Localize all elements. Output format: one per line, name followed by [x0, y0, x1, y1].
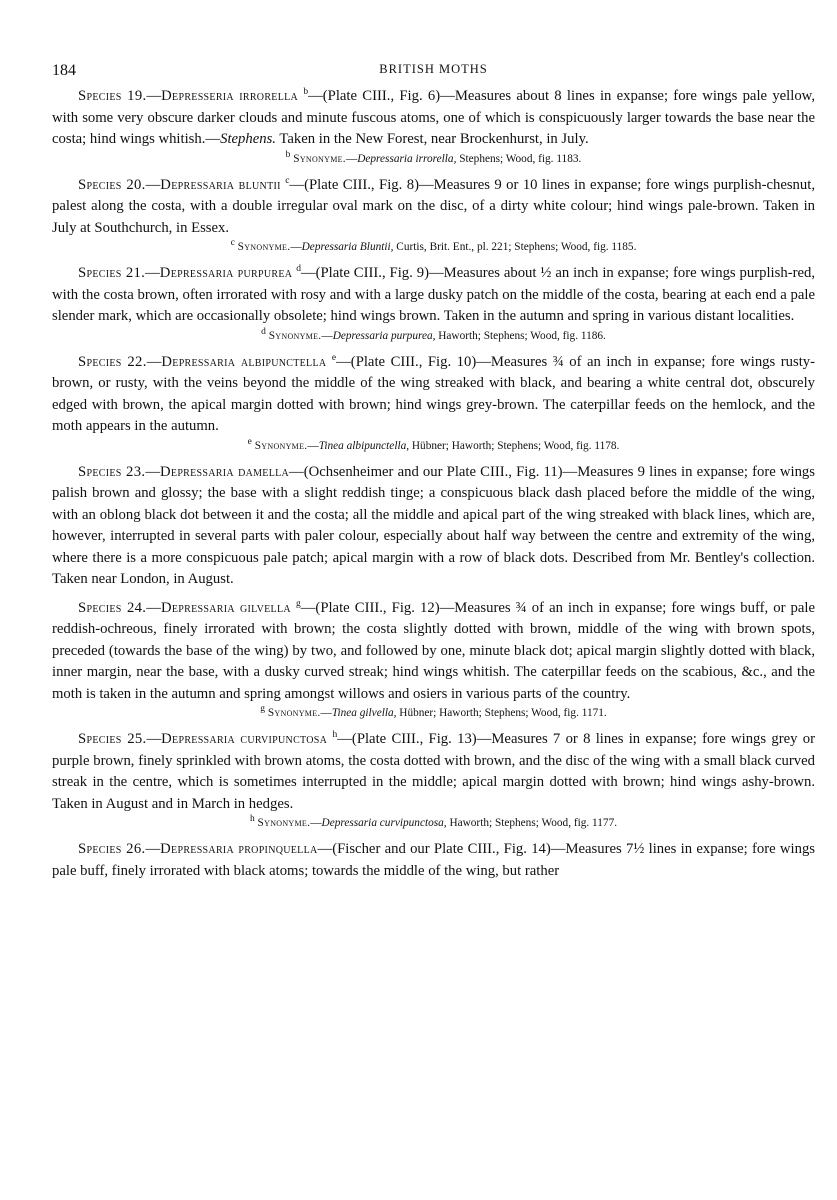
species-epithet: albipunctella	[240, 353, 327, 370]
description-text: —(Plate CIII., Fig. 13)—Measures 7 or 8 lines in expanse; fore wings grey or purple brown, finely sprinkled with brown atoms, the costa dotted with brown, and the disc of the wing with a small black curved streak in the centre, which is sometimes interrupted in the middle; apical margin dotted with brown; hind wings ashy-brown. Taken in August and in March in hedges.	[52, 731, 816, 812]
species-entry	[52, 86, 815, 168]
entry-body	[52, 462, 815, 591]
species-epithet: propinquella	[238, 841, 318, 857]
species-number: Species 25.	[78, 731, 147, 747]
synonym-footnote	[52, 438, 815, 455]
synonym-label: Synonyme.	[268, 329, 322, 342]
synonym-name: Tinea albipunctella,	[318, 439, 410, 452]
description-text-cont: Taken in the New Forest, near Brockenhurst, in July.	[275, 131, 589, 147]
entry-body	[52, 352, 815, 438]
author-citation: Stephens.	[220, 131, 276, 147]
synonym-label: Synonyme.	[293, 152, 346, 165]
synonym-references: Curtis, Brit. Ent., pl. 221; Stephens; Wood, fig. 1185.	[393, 241, 637, 253]
entry-body	[52, 729, 815, 815]
genus-name: Depressaria	[160, 463, 234, 480]
genus-name: Depresseria	[161, 88, 234, 104]
synonym-references: Haworth; Stephens; Wood, fig. 1186.	[435, 329, 606, 342]
species-entry	[52, 729, 815, 832]
species-entry	[52, 352, 815, 455]
entry-body	[52, 598, 815, 706]
running-title: BRITISH MOTHS	[379, 62, 488, 76]
synonym-name: Depressaria purpurea,	[332, 329, 436, 342]
description-text: —(Plate CIII., Fig. 10)—Measures ¾ of an inch in expanse; fore wings rusty-brown, or rusty, with the veins beyond the middle of the wing streaked with black, and bearing a white central dot, obscurely edged with brown, the apical margin dotted with brown; hind wings grey-brown. The caterpillar feeds on the hemlock, and the moth appears in the autumn.	[52, 353, 816, 434]
species-epithet: damella	[238, 463, 290, 480]
entry-body	[52, 86, 815, 151]
dash: —	[146, 88, 162, 104]
synonym-footnote	[52, 815, 815, 832]
synonym-references: Hübner; Haworth; Stephens; Wood, fig. 1178.	[409, 439, 620, 452]
synonym-references: Hübner; Haworth; Stephens; Wood, fig. 1171.	[396, 707, 607, 719]
synonym-references: Stephens; Wood, fig. 1183.	[456, 152, 582, 165]
description-text: —(Plate CIII., Fig. 8)—Measures 9 or 10 lines in expanse; fore wings purplish-chesnut, palest along the costa, with a double irregular oval mark on the disc, of a dirty white colour; hind wings pale-brown. Taken in July at Southchurch, in Essex.	[52, 176, 815, 236]
species-epithet: bluntii	[238, 176, 281, 193]
genus-name: Depressaria	[161, 731, 236, 747]
footnote-marker: b	[303, 87, 309, 98]
synonym-label: Synonyme.	[237, 241, 291, 253]
dash: —	[146, 731, 162, 747]
footnote-marker: d	[261, 326, 266, 337]
synonym-label: Synonyme.	[257, 817, 311, 829]
synonym-references: Haworth; Stephens; Wood, fig. 1177.	[446, 817, 618, 829]
footnote-marker: b	[285, 149, 291, 160]
footnote-marker: c	[285, 175, 290, 186]
species-epithet: purpurea	[237, 265, 293, 281]
genus-name: Depressaria	[160, 841, 235, 857]
synonym-footnote	[52, 328, 815, 345]
entry-body	[52, 263, 815, 328]
synonym-footnote	[52, 705, 815, 722]
dash: —	[145, 463, 160, 480]
dash: —	[145, 841, 161, 857]
page-header	[52, 62, 815, 86]
species-entry	[52, 462, 815, 591]
species-number: Species 19.	[78, 88, 147, 104]
description-text: —(Plate CIII., Fig. 6)—Measures about 8 lines in expanse; fore wings pale yellow, with some very obscure darker clouds and minute fuscous atoms, one of which is conspicuously larger towards the base near the costa; hind wings whitish.—	[52, 88, 816, 147]
footnote-marker: e	[331, 352, 337, 363]
dash: —	[290, 241, 302, 253]
dash: —	[345, 152, 358, 165]
species-number: Species 20.	[78, 176, 146, 193]
footnote-marker: h	[332, 730, 338, 741]
footnote-marker: g	[295, 598, 301, 609]
footnote-marker: e	[247, 436, 252, 447]
synonym-label: Synonyme.	[254, 439, 308, 452]
genus-name: Depressaria	[159, 265, 234, 281]
species-entries	[52, 86, 815, 882]
genus-name: Depressaria	[160, 176, 235, 193]
description-text: —(Fischer and our Plate CIII., Fig. 14)—Measures 7½ lines in expanse; fore wings pale buff, finely irrorated with black atoms; towards the middle of the wing, but rather	[52, 841, 816, 879]
species-epithet: gilvella	[239, 599, 291, 616]
genus-name: Depressaria	[160, 599, 235, 616]
species-entry	[52, 263, 815, 345]
dash: —	[321, 329, 333, 342]
dash: —	[310, 817, 322, 829]
page-number: 184	[52, 62, 76, 79]
entry-body	[52, 839, 815, 882]
footnote-marker: h	[249, 814, 255, 825]
synonym-footnote	[52, 239, 815, 256]
species-epithet: irrorella	[239, 88, 299, 104]
species-number: Species 24.	[78, 599, 147, 616]
description-text: —(Plate CIII., Fig. 9)—Measures about ½ an inch in expanse; fore wings purplish-red, with the costa brown, often irrorated with rosy and with a large dusky patch on the middle of the costa, bearing at each end a pale slender mark, which are occasionally obsolete; hind wings brown. Taken in the autumn and spring in various distant localities.	[52, 265, 816, 324]
footnote-marker: c	[230, 238, 235, 249]
dash: —	[145, 176, 161, 193]
synonym-name: Depressaria irrorella,	[357, 152, 457, 165]
species-entry	[52, 175, 815, 257]
dash: —	[145, 265, 160, 281]
dash: —	[320, 707, 332, 719]
synonym-name: Tinea gilvella,	[331, 707, 397, 719]
dash: —	[146, 353, 162, 370]
dash: —	[146, 599, 161, 616]
species-number: Species 22.	[78, 353, 147, 370]
species-entry	[52, 839, 815, 882]
synonym-label: Synonyme.	[267, 707, 321, 719]
dash: —	[307, 439, 319, 452]
genus-name: Depressaria	[161, 353, 236, 370]
species-number: Species 21.	[78, 265, 146, 281]
entry-body	[52, 175, 815, 240]
description-text: —(Plate CIII., Fig. 12)—Measures ¾ of an inch in expanse; fore wings buff, or pale reddish-ochreous, finely irrorated with brown; the costa slightly dotted with brown, middle of the wing with brown spots, preceded (towards the base of the wing) by two, and followed by one, minute black dot; apical margin slightly dotted with black, inner margin, near the base, with a dusky curved streak; hind wings whitish. The caterpillar feeds on the scabious, &c., and the moth is taken in the autumn and spring amongst willows and osiers in various parts of the country.	[52, 599, 816, 702]
species-entry	[52, 598, 815, 723]
species-number: Species 26.	[78, 841, 146, 857]
synonym-footnote	[52, 151, 815, 168]
species-epithet: curvipunctosa	[240, 731, 328, 747]
footnote-marker: d	[296, 264, 301, 275]
synonym-name: Depressaria curvipunctosa,	[321, 817, 447, 829]
synonym-name: Depressaria Bluntii,	[301, 241, 394, 253]
description-text: —(Ochsenheimer and our Plate CIII., Fig. 11)—Measures 9 lines in expanse; fore wings palish brown and glossy; the base with a slight reddish tinge; a conspicuous black dash placed before the middle of the wing, with an oblong black dot between it and the costa; all the middle and apical part of the wing streaked with black lines, which are, however, interrupted in several parts with paler colour, especially about half way between the centre and extremity of the wing, where there is a more conspicuous pale patch; apical margin with a row of black dots. Described from Mr. Bentley's collection. Taken near London, in August.	[52, 463, 815, 587]
footnote-marker: g	[260, 704, 265, 715]
species-number: Species 23.	[78, 463, 146, 480]
